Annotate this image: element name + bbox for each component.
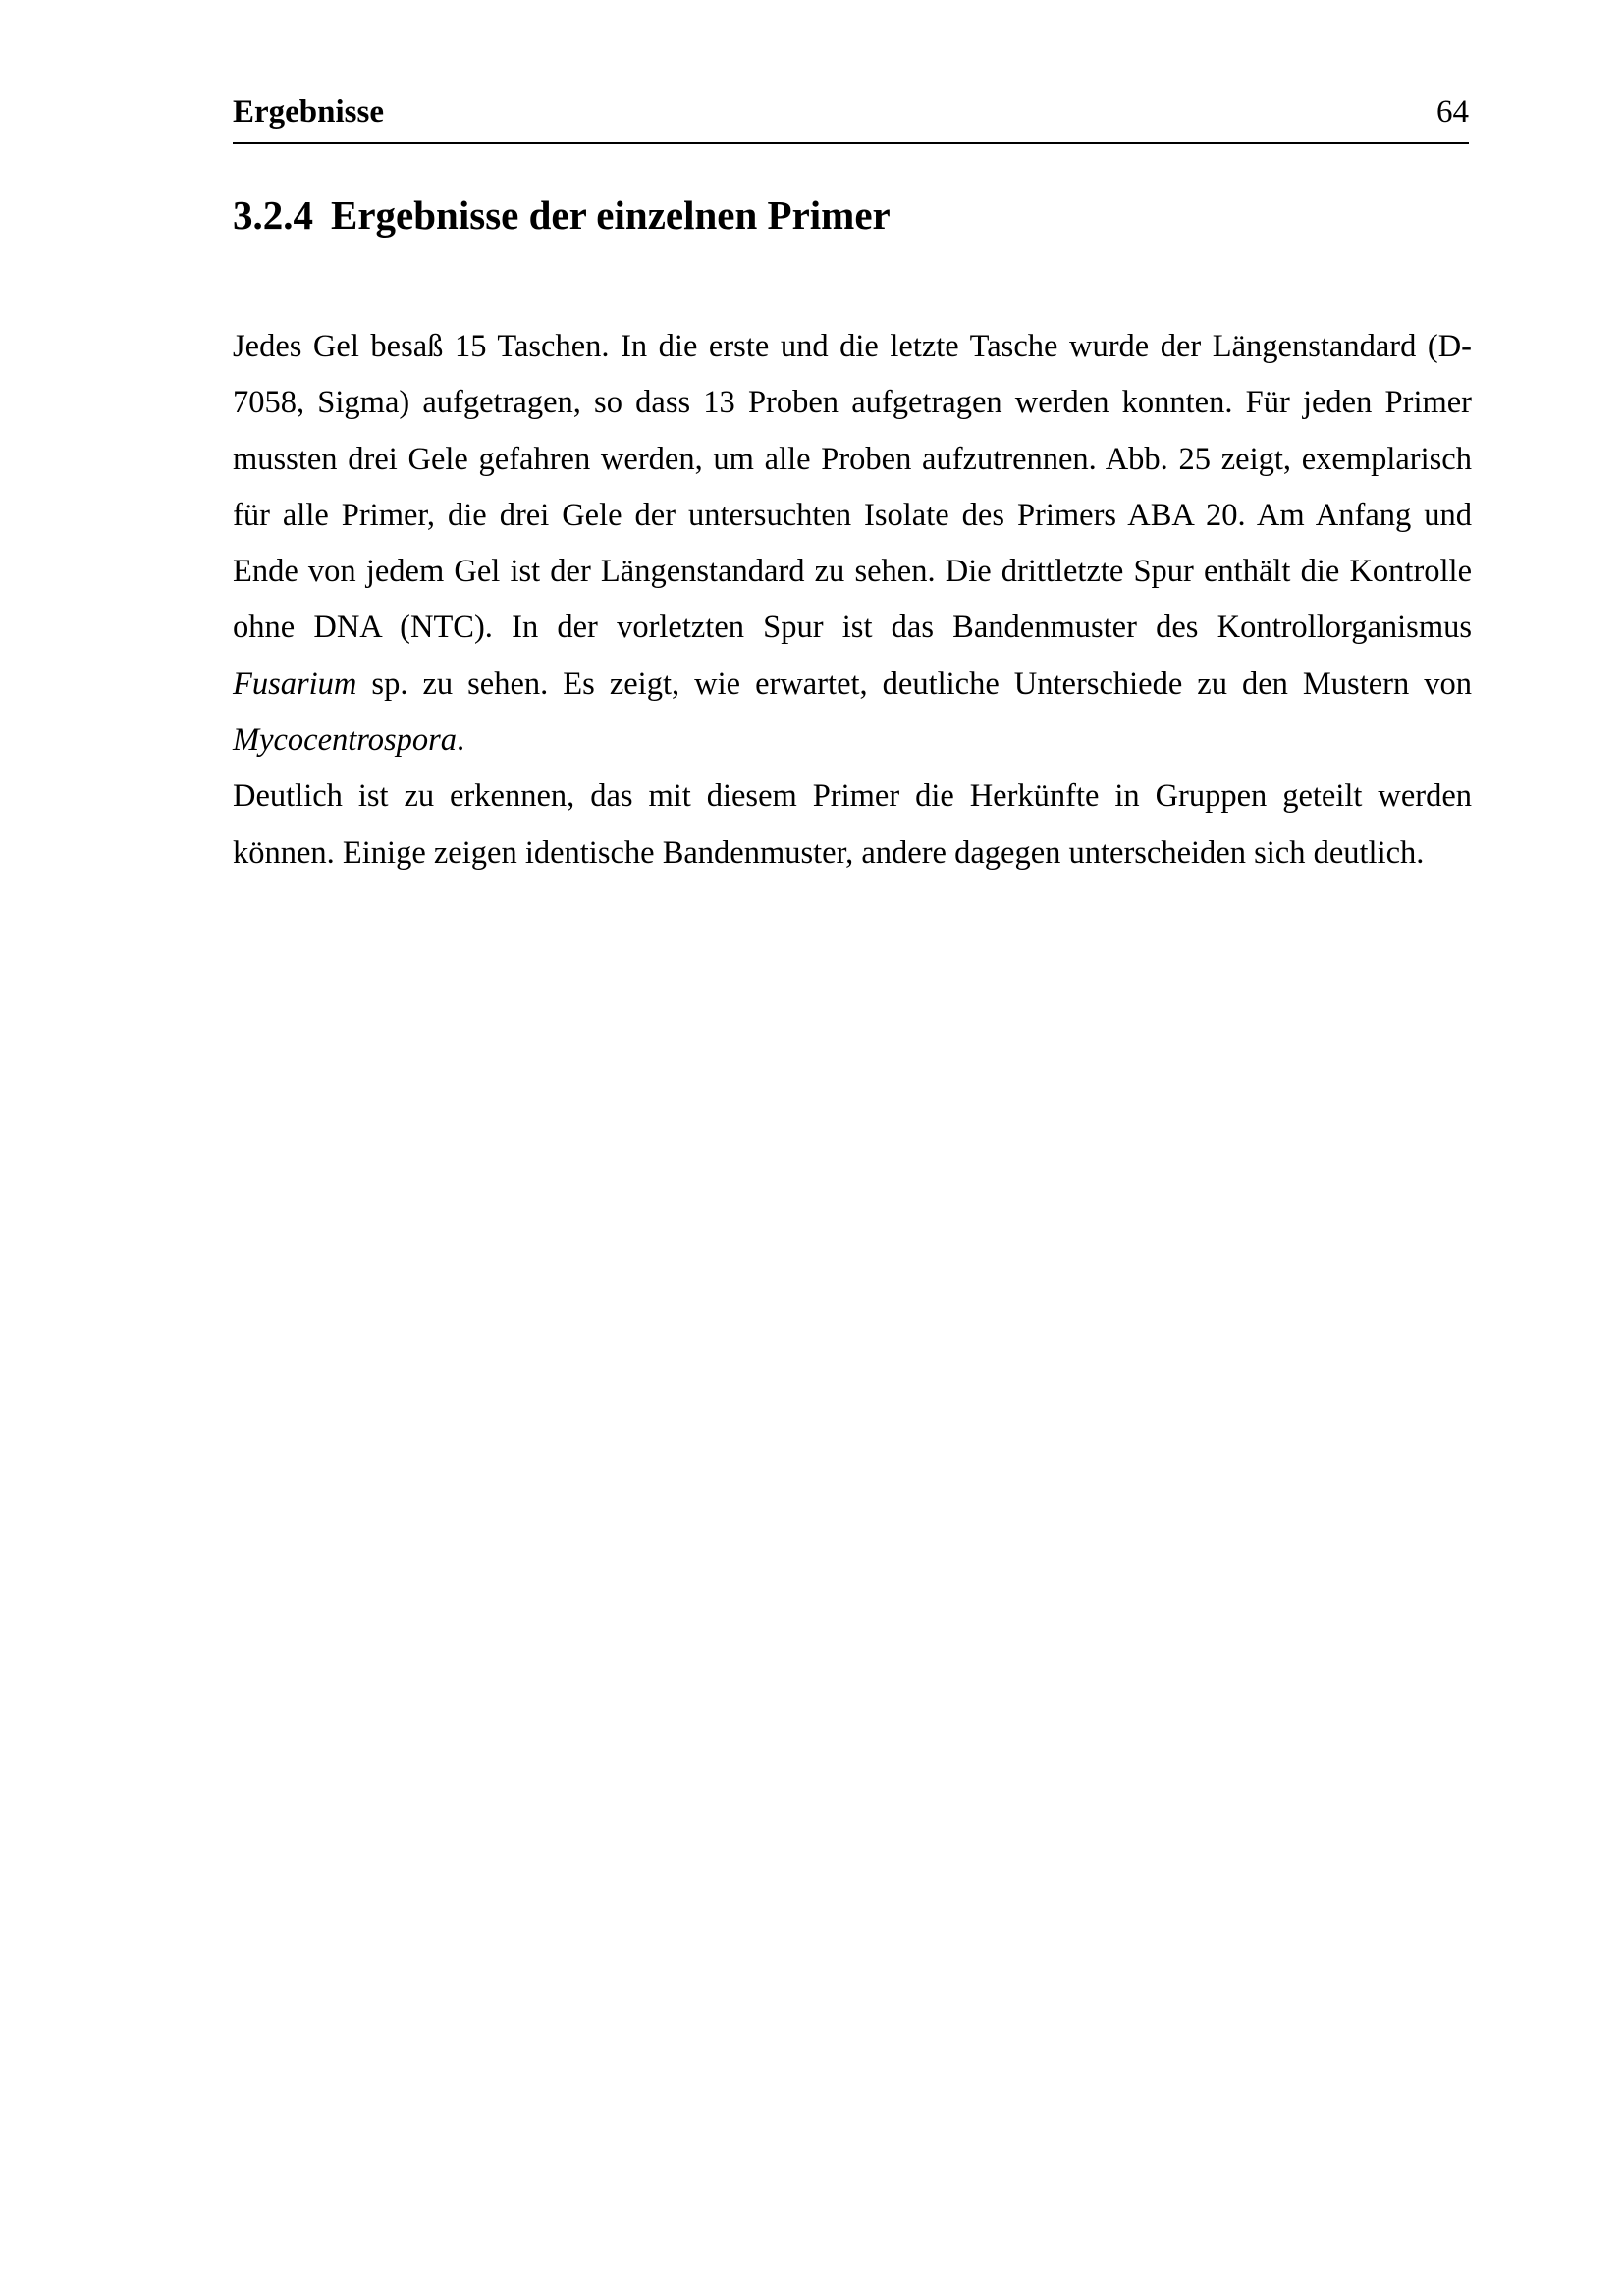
header-chapter-title: Ergebnisse	[233, 94, 385, 130]
genus-name-mycocentrospora: Mycocentrospora	[233, 722, 458, 759]
body-text	[233, 319, 1472, 881]
paragraph-text: Jedes Gel besaß 15 Taschen. In die erste und die letzte Tasche wurde der Längenstandard (D-7058, Sigma) aufgetragen, so dass 13 Proben aufgetragen werden konnten. Für jeden Primer mussten drei Gele gefahren werden, um alle Proben aufzutrennen. Abb. 25 zeigt, exemplarisch für alle Primer, die drei Gele der untersuchten Isolate des Primers ABA 20. Am Anfang und Ende von jedem Gel ist der Längenstandard zu sehen. Die drittletzte Spur enthält die Kontrolle ohne DNA (NTC). In der vorletzten Spur ist das Bandenmuster des Kontrollorganismus	[233, 329, 1472, 646]
section-number: 3.2.4	[233, 192, 313, 238]
paragraph-gel-description	[233, 319, 1472, 769]
section-title: Ergebnisse der einzelnen Primer	[331, 192, 891, 238]
section-heading	[233, 191, 891, 239]
paragraph-text: sp. zu sehen. Es zeigt, wie erwartet, deutliche Unterschiede zu den Mustern von	[356, 666, 1472, 702]
header-rule	[233, 142, 1469, 144]
paragraph-conclusion: Deutlich ist zu erkennen, das mit diesem Primer die Herkünfte in Gruppen geteilt werden können. Einige zeigen identische Bandenmuster, andere dagegen unterscheiden sich deutlich.	[233, 778, 1472, 871]
page-number: 64	[1436, 94, 1469, 130]
species-name-fusarium: Fusarium	[233, 666, 357, 702]
running-header	[233, 94, 1469, 135]
paragraph-text: .	[457, 722, 465, 759]
